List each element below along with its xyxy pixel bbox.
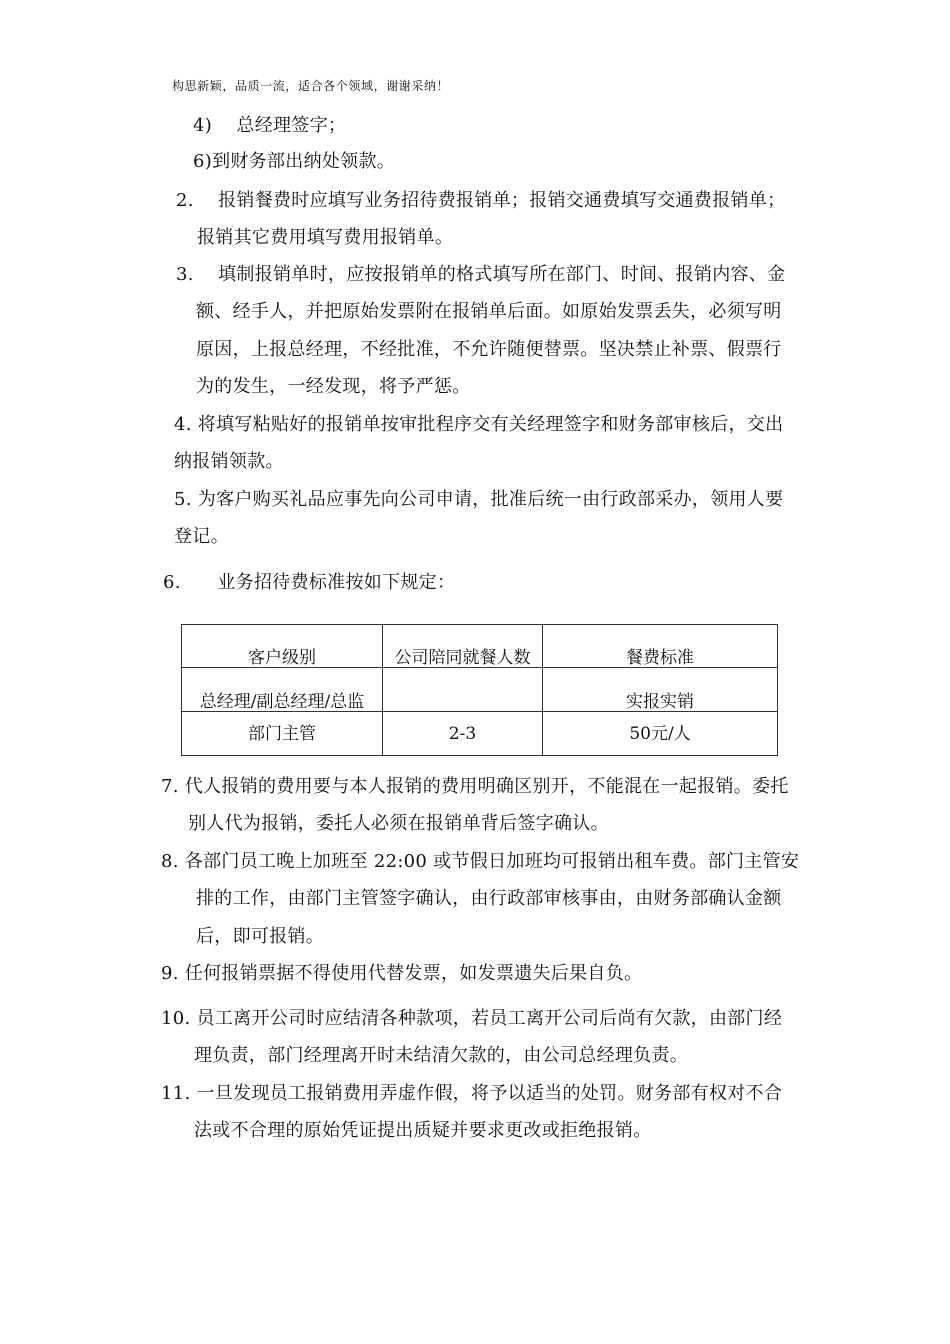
table-header-cell: 公司陪同就餐人数 [383,625,543,668]
text-line: 9. 任何报销票据不得使用代替发票，如发票遗失后果自负。 [161,963,643,984]
text-line: 别人代为报销，委托人必须在报销单背后签字确认。 [188,813,609,834]
text-line: 11. 一旦发现员工报销费用弄虚作假，将予以适当的处罚。财务部有权对不合 [161,1083,783,1104]
text-line: 2. 报销餐费时应填写业务招待费报销单；报销交通费填写交通费报销单； [176,190,786,211]
table-cell: 50元/人 [543,712,778,756]
text-line: 4. 将填写粘贴好的报销单按审批程序交有关经理签字和财务部审核后，交出 [174,414,784,435]
text-line: 为的发生，一经发现，将予严惩。 [196,376,471,397]
text-line: 理负责，部门经理离开时未结清欠款的，由公司总经理负责。 [194,1045,689,1066]
table-header-cell: 餐费标准 [543,625,778,668]
text-line: 10. 员工离开公司时应结清各种款项，若员工离开公司后尚有欠款，由部门经 [161,1008,783,1029]
text-line: 7. 代人报销的费用要与本人报销的费用明确区别开，不能混在一起报销。委托 [161,776,789,797]
text-line: 排的工作，由部门主管签字确认，由行政部审核事由，由财务部确认金额 [196,888,782,909]
text-line: 8. 各部门员工晚上加班至 22:00 或节假日加班均可报销出租车费。部门主管安 [161,851,800,872]
text-line: 额、经手人，并把原始发票附在报销单后面。如原始发票丢失，必须写明 [196,301,782,322]
table-row [182,712,778,756]
text-line: 后，即可报销。 [196,926,325,947]
table-header-cell: 客户级别 [182,625,383,668]
page-header: 构思新颖，品质一流，适合各个领域，谢谢采纳！ [172,79,450,93]
expense-standard-table [181,624,778,756]
text-line: 4) 总经理签字； [193,115,347,136]
text-line: 登记。 [174,526,229,547]
text-line: 6. 业务招待费标准按如下规定： [163,572,456,593]
text-line: 报销其它费用填写费用报销单。 [197,227,454,248]
text-line: 纳报销领款。 [174,451,284,472]
table-cell: 2-3 [383,712,543,756]
text-line: 6)到财务部出纳处领款。 [193,151,396,172]
text-line: 5. 为客户购买礼品应事先向公司申请，批准后统一由行政部采办，领用人要 [174,489,784,510]
table-header-row [182,625,778,668]
table-row [182,668,778,712]
text-line: 3. 填制报销单时，应按报销单的格式填写所在部门、时间、报销内容、金 [176,264,786,285]
table-cell: 总经理/副总经理/总监 [182,668,383,712]
table-cell [383,668,543,712]
text-line: 原因，上报总经理，不经批准，不允许随便替票。坚决禁止补票、假票行 [196,339,782,360]
table-cell: 实报实销 [543,668,778,712]
table-cell: 部门主管 [182,712,383,756]
text-line: 法或不合理的原始凭证提出质疑并要求更改或拒绝报销。 [194,1120,652,1141]
